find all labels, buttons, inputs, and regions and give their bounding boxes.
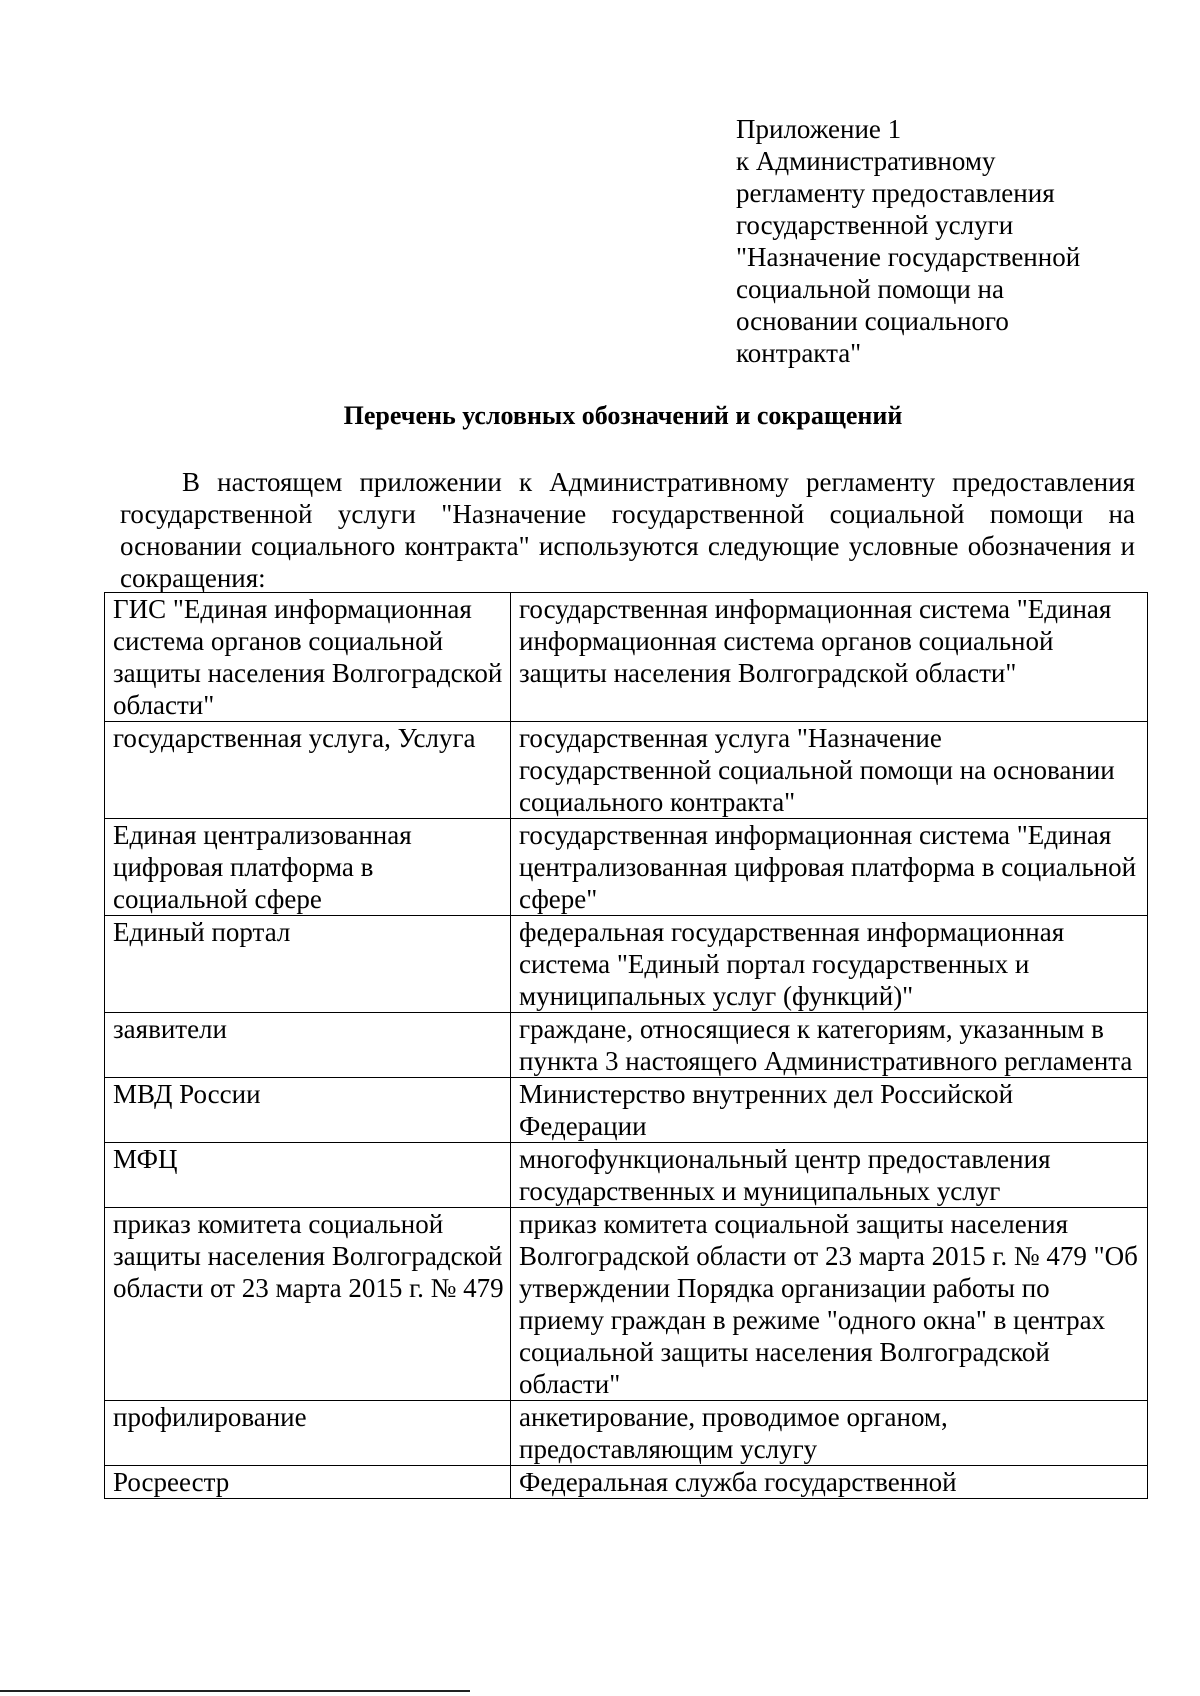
definition-cell: Федеральная служба государственной	[511, 1466, 1148, 1499]
appendix-line: к Административному	[736, 146, 996, 176]
appendix-line: социальной помощи на	[736, 274, 1004, 304]
term-cell: МФЦ	[105, 1143, 511, 1208]
definition-cell: государственная услуга "Назначение государственной социальной помощи на основании социального контракта"	[511, 722, 1148, 819]
intro-paragraph	[120, 466, 1135, 594]
intro-text: В настоящем приложении к Административному регламенту предоставления государственной услуги "Назначение государственной социальной помощи на основании социального контракта" используются следующие условные обозначения и сокращения:	[120, 467, 1135, 593]
table-row	[105, 1143, 1148, 1208]
definition-cell: многофункциональный центр предоставления государственных и муниципальных услуг	[511, 1143, 1148, 1208]
bottom-scan-rule	[0, 1690, 470, 1692]
appendix-line: регламенту предоставления	[736, 178, 1055, 208]
term-cell: заявители	[105, 1013, 511, 1078]
table-row	[105, 819, 1148, 916]
appendix-header	[736, 113, 1136, 369]
abbreviations-table	[104, 592, 1148, 1499]
definition-cell: граждане, относящиеся к категориям, указанным в пункта 3 настоящего Административного регламента	[511, 1013, 1148, 1078]
appendix-line: основании социального	[736, 306, 1009, 336]
table-row	[105, 1078, 1148, 1143]
definition-cell: анкетирование, проводимое органом, предоставляющим услугу	[511, 1401, 1148, 1466]
table-row	[105, 1401, 1148, 1466]
table-row	[105, 1208, 1148, 1401]
term-cell: Единый портал	[105, 916, 511, 1013]
term-cell: Росреестр	[105, 1466, 511, 1499]
appendix-line: контракта"	[736, 338, 862, 368]
definition-cell: федеральная государственная информационная система "Единый портал государственных и муниципальных услуг (функций)"	[511, 916, 1148, 1013]
term-cell: ГИС "Единая информационная система органов социальной защиты населения Волгоградской области"	[105, 593, 511, 722]
term-cell: государственная услуга, Услуга	[105, 722, 511, 819]
definition-cell: государственная информационная система "Единая информационная система органов социальной защиты населения Волгоградской области"	[511, 593, 1148, 722]
appendix-line: государственной услуги	[736, 210, 1014, 240]
table-row	[105, 916, 1148, 1013]
table-row	[105, 722, 1148, 819]
appendix-line: Приложение 1	[736, 114, 902, 144]
term-cell: профилирование	[105, 1401, 511, 1466]
term-cell: приказ комитета социальной защиты населения Волгоградской области от 23 марта 2015 г. № 479	[105, 1208, 511, 1401]
table-row	[105, 593, 1148, 722]
appendix-line: "Назначение государственной	[736, 242, 1081, 272]
table-row	[105, 1466, 1148, 1499]
document-title: Перечень условных обозначений и сокращений	[343, 401, 903, 430]
term-cell: Единая централизованная цифровая платформа в социальной сфере	[105, 819, 511, 916]
definition-cell: государственная информационная система "Единая централизованная цифровая платформа в социальной сфере"	[511, 819, 1148, 916]
term-cell: МВД России	[105, 1078, 511, 1143]
table-row	[105, 1013, 1148, 1078]
definition-cell: приказ комитета социальной защиты населения Волгоградской области от 23 марта 2015 г. № 479 "Об утверждении Порядка организации работы по приему граждан в режиме "одного окна" в центрах социальной защиты населения Волгоградской области"	[511, 1208, 1148, 1401]
definition-cell: Министерство внутренних дел Российской Федерации	[511, 1078, 1148, 1143]
